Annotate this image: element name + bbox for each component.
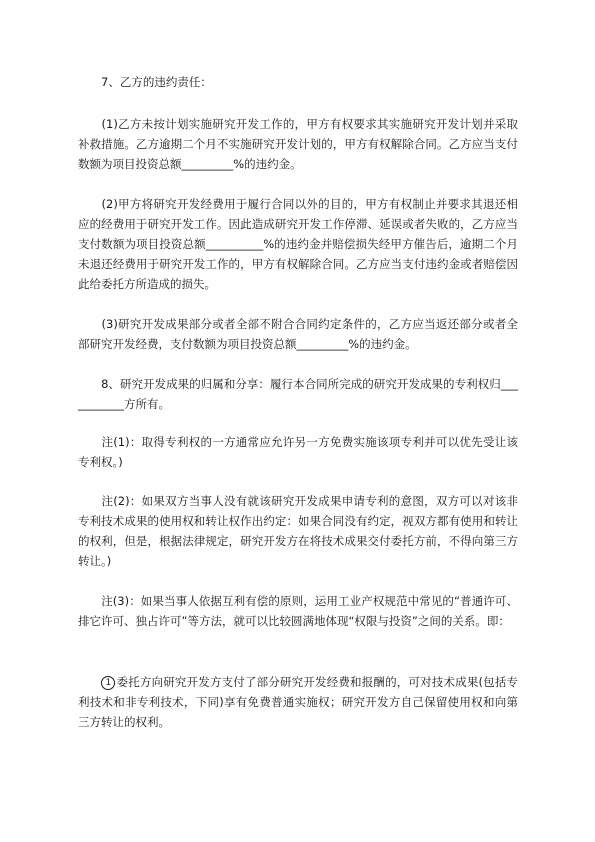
- indent: [78, 675, 101, 689]
- clause-7-item-3: (3)研究开发成果部分或者全部不附合合同约定条件的，乙方应当返还部分或者全部研究开发经费，支付数额为项目投资总额_________%的违约金。: [78, 317, 518, 351]
- circled-item-1-paragraph: [78, 672, 518, 732]
- clause-8-paragraph: 8、研究开发成果的归属和分享：履行本合同所完成的研究开发成果的专利权归___________方所有。: [78, 377, 518, 411]
- clause-7-item-1: (1)乙方未按计划实施研究开发工作的，甲方有权要求其实施研究开发计划并采取补救措施。乙方逾期二个月不实施研究开发计划的，甲方有权解除合同。乙方应当支付数额为项目投资总额_________%的违约金。: [78, 117, 518, 171]
- clause-7-heading: 7、乙方的违约责任：: [78, 75, 212, 89]
- circled-number-marker: 1: [101, 676, 115, 690]
- note-1-paragraph: 注(1)：取得专利权的一方通常应允许另一方免费实施该项专利并可以优先受让该专利权。): [78, 435, 518, 469]
- clause-7-item-2: (2)甲方将研究开发经费用于履行合同以外的目的，甲方有权制止并要求其退还相应的经费用于研究开发工作。因此造成研究开发工作停滞、延误或者失败的，乙方应当支付数额为项目投资总额__________%的违约金并赔偿损失经甲方催告后，逾期二个月未退还经费用于研究开发工作的，甲方有权解除合同。乙方应当支付违约金或者赔偿因此给委托方所造成的损失。: [78, 197, 518, 291]
- note-2-paragraph: 注(2)：如果双方当事人没有就该研究开发成果申请专利的意图，双方可以对该非专利技术成果的使用权和转让权作出约定：如果合同没有约定，视双方都有使用和转让的权利，但是，根据法律规定，研究开发方在将技术成果交付委托方前，不得向第三方转让。): [78, 494, 518, 568]
- note-3-paragraph: 注(3)：如果当事人依据互利有偿的原则，运用工业产权规范中常见的“普通许可、排它许可、独占许可”等方法，就可以比较圆满地体现“权限与投资”之间的关系。即：: [78, 594, 518, 628]
- circled-item-1-text: 委托方向研究开发方支付了部分研究开发经费和报酬的，可对技术成果(包括专利技术和非专利技术，下同)享有免费普通实施权；研究开发方自己保留使用权和向第三方转让的权利。: [78, 675, 519, 729]
